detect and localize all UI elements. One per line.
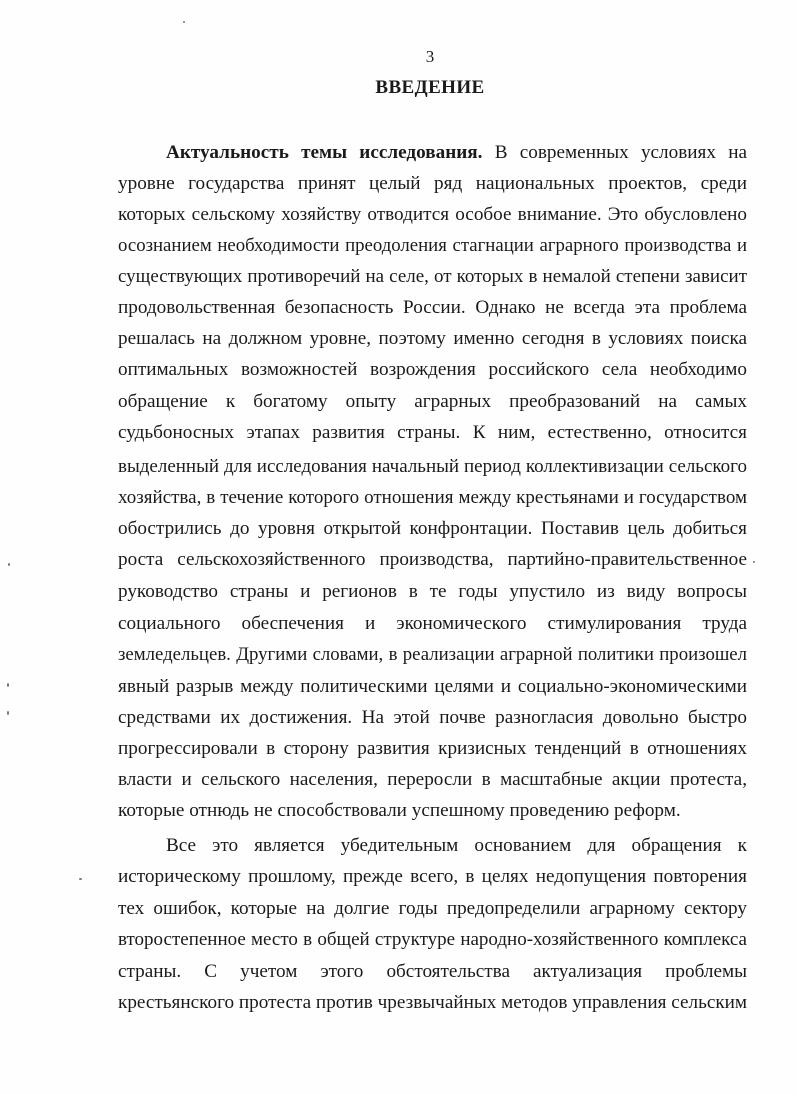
paragraph-line: явный разрыв между политическими целями и социально-экономическими	[118, 676, 747, 697]
scan-speck	[7, 711, 9, 715]
paragraph-line: осознанием необходимости преодоления стагнации аграрного производства и	[118, 235, 747, 256]
paragraph-line: власти и сельского населения, переросли в масштабные акции протеста,	[118, 769, 747, 790]
paragraph-line: обращение к богатому опыту аграрных преобразований на самых	[118, 391, 747, 412]
paragraph-line: продовольственная безопасность России. Однако не всегда эта проблема	[118, 297, 747, 318]
paragraph-line: крестьянского протеста против чрезвычайных методов управления сельским	[118, 992, 748, 1013]
scan-speck	[7, 683, 9, 687]
paragraph-line: выделенный для исследования начальный период коллективизации сельского	[118, 456, 747, 477]
paragraph-line: руководство страны и регионов в те годы упустило из виду вопросы	[118, 581, 747, 602]
paragraph-line: Все это является убедительным основанием для обращения к	[166, 835, 747, 856]
paragraph-line: социального обеспечения и экономического стимулирования труда	[118, 613, 747, 634]
paragraph-line	[166, 141, 747, 165]
scan-speck	[183, 21, 185, 23]
scan-speck	[79, 878, 82, 880]
paragraph-line: тех ошибок, которые на долгие годы предопределили аграрному сектору	[118, 898, 747, 919]
paragraph-line: прогрессировали в сторону развития кризисных тенденций в отношениях	[118, 738, 747, 759]
paragraph-line: второстепенное место в общей структуре народно-хозяйственного комплекса	[118, 929, 747, 950]
paragraph-line: страны. С учетом этого обстоятельства актуализация проблемы	[118, 961, 747, 982]
paragraph-line: судьбоносных этапах развития страны. К ним, естественно, относится	[118, 422, 747, 443]
paragraph-line: обострились до уровня открытой конфронтации. Поставив цель добиться	[118, 518, 747, 539]
paragraph-line: уровне государства принят целый ряд национальных проектов, среди	[118, 173, 747, 194]
paragraph-line: оптимальных возможностей возрождения российского села необходимо	[118, 359, 747, 380]
scan-speck	[753, 561, 755, 563]
paragraph-line: роста сельскохозяйственного производства, партийно-правительственное	[118, 549, 747, 570]
page-number: 3	[425, 47, 435, 66]
paragraph-line: средствами их достижения. На этой почве разногласия довольно быстро	[118, 707, 747, 728]
scan-speck	[8, 563, 10, 566]
paragraph-line: историческому прошлому, прежде всего, в целях недопущения повторения	[118, 866, 747, 887]
lead-continuation: В современных условиях на	[482, 142, 747, 163]
paragraph-line: решалась на должном уровне, поэтому именно сегодня в условиях поиска	[118, 328, 747, 349]
paragraph-line: которые отнюдь не способствовали успешному проведению реформ.	[118, 800, 681, 821]
page-title: ВВЕДЕНИЕ	[375, 77, 485, 98]
paragraph-line: существующих противоречий на селе, от которых в немалой степени зависит	[118, 266, 747, 287]
paragraph-line: земледельцев. Другими словами, в реализации аграрной политики произошел	[118, 644, 747, 665]
section-lead: Актуальность темы исследования.	[166, 142, 483, 163]
paragraph-line: которых сельскому хозяйству отводится особое внимание. Это обусловлено	[118, 204, 747, 225]
paragraph-line: хозяйства, в течение которого отношения между крестьянами и государством	[118, 487, 747, 508]
